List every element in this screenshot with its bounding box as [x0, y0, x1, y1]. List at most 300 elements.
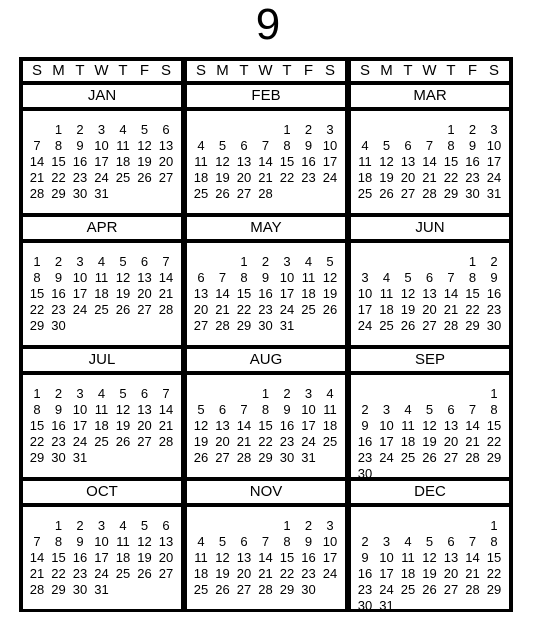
day-cell: 28 [258, 582, 273, 597]
day-cell: 14 [215, 286, 230, 301]
day-cell: 18 [400, 566, 416, 581]
day-cell: 17 [357, 302, 373, 317]
day-cell: 28 [465, 582, 480, 597]
day-cell: 5 [218, 534, 227, 549]
day-cell: 13 [236, 154, 252, 169]
month-days-oct [23, 507, 181, 609]
day-cell: 4 [119, 518, 127, 533]
weekday-label: M [380, 62, 393, 79]
month-name-jul: JUL [23, 349, 181, 371]
day-cell: 10 [301, 402, 316, 417]
day-cell: 24 [379, 450, 394, 465]
day-cell: 5 [425, 534, 434, 549]
day-cell: 12 [115, 402, 131, 417]
day-cell: 15 [51, 550, 66, 565]
day-cell: 1 [468, 254, 477, 269]
day-cell: 12 [137, 138, 152, 153]
day-cell: 11 [116, 534, 130, 549]
day-cell: 7 [33, 534, 41, 549]
day-cell: 7 [468, 534, 477, 549]
day-cell: 9 [54, 270, 63, 285]
day-cell: 20 [137, 418, 152, 433]
weekday-label: T [403, 62, 413, 79]
day-cell: 2 [468, 122, 477, 137]
day-cell: 19 [115, 418, 131, 433]
day-cell: 29 [443, 186, 459, 201]
day-cell: 28 [465, 450, 480, 465]
day-cell: 19 [137, 154, 152, 169]
day-cell: 22 [258, 434, 273, 449]
day-cell: 25 [193, 186, 209, 201]
month-name-oct: OCT [23, 481, 181, 503]
day-cell: 9 [261, 270, 270, 285]
day-cell: 3 [283, 254, 291, 269]
day-cell: 8 [54, 138, 63, 153]
day-cell: 9 [490, 270, 498, 285]
day-cell: 30 [279, 450, 295, 465]
day-cell: 31 [486, 186, 502, 201]
month-days-dec [351, 507, 509, 613]
day-cell: 11 [94, 402, 109, 417]
month-name-jan: JAN [23, 85, 181, 107]
day-cell: 16 [51, 286, 66, 301]
day-cell: 23 [258, 302, 273, 317]
day-cell: 23 [301, 566, 316, 581]
day-cell: 30 [72, 582, 88, 597]
day-cell: 6 [447, 402, 455, 417]
day-cell: 17 [94, 154, 109, 169]
day-cell: 20 [443, 434, 459, 449]
day-cell: 25 [400, 582, 416, 597]
day-cell: 11 [194, 550, 208, 565]
day-cell: 12 [422, 418, 437, 433]
day-cell: 7 [468, 402, 477, 417]
day-cell: 30 [357, 598, 373, 613]
day-cell: 16 [279, 418, 295, 433]
day-cell: 25 [301, 302, 316, 317]
day-cell: 16 [465, 154, 480, 169]
day-cell: 6 [447, 534, 455, 549]
day-cell: 3 [76, 254, 84, 269]
day-cell: 8 [261, 402, 270, 417]
day-cell: 24 [486, 170, 502, 185]
day-cell: 15 [279, 550, 295, 565]
day-cell: 13 [158, 138, 174, 153]
day-cell: 20 [193, 302, 209, 317]
day-cell: 14 [236, 418, 252, 433]
day-cell: 9 [304, 534, 313, 549]
day-cell: 22 [51, 566, 66, 581]
day-cell: 29 [51, 582, 66, 597]
day-cell: 28 [29, 186, 45, 201]
weekday-label: W [422, 62, 437, 79]
day-cell: 27 [443, 450, 459, 465]
day-cell: 27 [193, 318, 209, 333]
day-cell: 16 [51, 418, 66, 433]
day-cell: 7 [425, 138, 434, 153]
day-cell: 7 [162, 254, 170, 269]
day-cell: 14 [29, 550, 45, 565]
day-cell: 25 [115, 566, 131, 581]
day-cell: 28 [258, 186, 273, 201]
day-cell: 17 [72, 286, 88, 301]
day-cell: 25 [400, 450, 416, 465]
day-cell: 9 [361, 550, 369, 565]
day-cell: 28 [29, 582, 45, 597]
day-cell: 19 [137, 550, 152, 565]
day-cell: 2 [76, 122, 84, 137]
day-cell: 31 [301, 450, 316, 465]
day-cell: 23 [465, 170, 480, 185]
day-cell: 18 [193, 170, 209, 185]
day-cell: 26 [215, 186, 230, 201]
day-cell: 27 [422, 318, 437, 333]
day-cell: 29 [29, 318, 45, 333]
day-cell: 8 [490, 534, 498, 549]
day-cell: 8 [33, 270, 41, 285]
calendar-grid [19, 57, 513, 612]
month-name-dec: DEC [351, 481, 509, 503]
day-cell: 27 [443, 582, 459, 597]
weekday-label: S [160, 62, 171, 79]
day-cell: 23 [72, 566, 88, 581]
day-cell: 18 [400, 434, 416, 449]
day-cell: 13 [137, 270, 152, 285]
day-cell: 15 [486, 418, 502, 433]
day-cell: 22 [279, 566, 295, 581]
day-cell: 1 [283, 122, 291, 137]
day-cell: 4 [304, 254, 313, 269]
weekday-label: F [303, 62, 314, 79]
day-cell: 4 [197, 138, 205, 153]
day-cell: 24 [94, 170, 109, 185]
day-cell: 23 [51, 434, 66, 449]
day-cell: 30 [51, 318, 66, 333]
month-days-sep [351, 375, 509, 481]
day-cell: 30 [72, 186, 88, 201]
day-cell: 16 [301, 154, 316, 169]
day-cell: 24 [379, 582, 394, 597]
day-cell: 13 [400, 154, 416, 169]
weekday-header-row [23, 61, 181, 81]
day-cell: 22 [465, 302, 480, 317]
day-cell: 14 [158, 270, 174, 285]
day-cell: 15 [465, 286, 480, 301]
day-cell: 30 [357, 466, 373, 481]
day-cell: 14 [158, 402, 174, 417]
day-cell: 20 [158, 154, 174, 169]
day-cell: 1 [33, 254, 41, 269]
day-cell: 16 [486, 286, 502, 301]
day-cell: 1 [33, 386, 41, 401]
day-cell: 4 [97, 386, 106, 401]
day-cell: 1 [240, 254, 248, 269]
day-cell: 8 [447, 138, 455, 153]
month-name-jun: JUN [351, 217, 509, 239]
day-cell: 4 [197, 534, 205, 549]
day-cell: 15 [236, 286, 252, 301]
day-cell: 5 [119, 254, 127, 269]
day-cell: 3 [76, 386, 84, 401]
day-cell: 22 [29, 434, 45, 449]
month-name-nov: NOV [187, 481, 345, 503]
day-cell: 26 [115, 302, 131, 317]
day-cell: 2 [261, 254, 270, 269]
day-cell: 10 [94, 534, 109, 549]
day-cell: 23 [357, 582, 373, 597]
day-cell: 3 [304, 386, 313, 401]
day-cell: 30 [51, 450, 66, 465]
day-cell: 13 [422, 286, 437, 301]
day-cell: 14 [465, 550, 480, 565]
day-cell: 4 [404, 402, 412, 417]
day-cell: 25 [94, 434, 109, 449]
day-cell: 17 [379, 434, 394, 449]
month-days-nov [187, 507, 345, 609]
day-cell: 21 [158, 418, 174, 433]
day-cell: 20 [137, 286, 152, 301]
day-cell: 2 [76, 518, 84, 533]
day-cell: 28 [158, 302, 174, 317]
day-cell: 5 [140, 122, 149, 137]
day-cell: 8 [33, 402, 41, 417]
day-cell: 13 [137, 402, 152, 417]
day-cell: 12 [215, 550, 230, 565]
day-cell: 16 [357, 434, 373, 449]
day-cell: 27 [137, 434, 152, 449]
day-cell: 5 [326, 254, 334, 269]
day-cell: 1 [490, 386, 498, 401]
weekday-label: M [52, 62, 65, 79]
day-cell: 8 [468, 270, 477, 285]
day-cell: 24 [357, 318, 373, 333]
day-cell: 24 [322, 170, 338, 185]
day-cell: 29 [465, 318, 480, 333]
day-cell: 27 [236, 186, 252, 201]
month-days-feb [187, 111, 345, 213]
day-cell: 25 [94, 302, 109, 317]
day-cell: 16 [72, 154, 88, 169]
weekday-label: M [216, 62, 229, 79]
month-days-jun [351, 243, 509, 345]
day-cell: 15 [51, 154, 66, 169]
day-cell: 11 [301, 270, 316, 285]
day-cell: 9 [304, 138, 313, 153]
day-cell: 25 [115, 170, 131, 185]
day-cell: 5 [218, 138, 227, 153]
day-cell: 17 [279, 286, 295, 301]
day-cell: 10 [322, 534, 338, 549]
day-cell: 13 [443, 550, 459, 565]
day-cell: 26 [193, 450, 209, 465]
day-cell: 9 [468, 138, 477, 153]
day-cell: 14 [465, 418, 480, 433]
month-name-aug: AUG [187, 349, 345, 371]
day-cell: 5 [425, 402, 434, 417]
day-cell: 10 [72, 402, 88, 417]
day-cell: 30 [465, 186, 480, 201]
month-days-jan [23, 111, 181, 213]
day-cell: 10 [94, 138, 109, 153]
day-cell: 12 [400, 286, 416, 301]
day-cell: 4 [361, 138, 369, 153]
day-cell: 15 [258, 418, 273, 433]
day-cell: 22 [51, 170, 66, 185]
weekday-label: S [359, 62, 370, 79]
month-days-jul [23, 375, 181, 477]
day-cell: 15 [443, 154, 459, 169]
weekday-label: S [324, 62, 335, 79]
day-cell: 21 [465, 434, 480, 449]
day-cell: 23 [357, 450, 373, 465]
day-cell: 10 [357, 286, 373, 301]
day-cell: 3 [97, 518, 106, 533]
day-cell: 7 [447, 270, 455, 285]
day-cell: 18 [115, 550, 131, 565]
month-name-sep: SEP [351, 349, 509, 371]
weekday-header-row [187, 61, 345, 81]
day-cell: 29 [51, 186, 66, 201]
weekday-label: S [31, 62, 42, 79]
day-cell: 15 [29, 286, 45, 301]
day-cell: 8 [283, 138, 291, 153]
weekday-label: F [139, 62, 150, 79]
day-cell: 8 [490, 402, 498, 417]
day-cell: 26 [400, 318, 416, 333]
day-cell: 20 [443, 566, 459, 581]
day-cell: 26 [422, 582, 437, 597]
day-cell: 2 [54, 386, 63, 401]
day-cell: 6 [162, 122, 170, 137]
weekday-label: S [195, 62, 206, 79]
day-cell: 19 [193, 434, 209, 449]
day-cell: 26 [322, 302, 338, 317]
day-cell: 3 [382, 534, 391, 549]
day-cell: 25 [357, 186, 373, 201]
day-cell: 4 [326, 386, 334, 401]
day-cell: 1 [447, 122, 455, 137]
day-cell: 7 [240, 402, 248, 417]
day-cell: 14 [443, 286, 459, 301]
day-cell: 19 [215, 170, 230, 185]
day-cell: 18 [94, 286, 109, 301]
day-cell: 13 [236, 550, 252, 565]
day-cell: 9 [76, 534, 84, 549]
day-cell: 23 [51, 302, 66, 317]
day-cell: 26 [137, 170, 152, 185]
day-cell: 6 [425, 270, 434, 285]
day-cell: 2 [54, 254, 63, 269]
day-cell: 31 [94, 186, 109, 201]
day-cell: 10 [379, 550, 394, 565]
day-cell: 8 [54, 534, 63, 549]
day-cell: 18 [301, 286, 316, 301]
weekday-label: W [258, 62, 273, 79]
weekday-label: T [118, 62, 128, 79]
day-cell: 19 [322, 286, 338, 301]
day-cell: 10 [322, 138, 338, 153]
day-cell: 8 [283, 534, 291, 549]
day-cell: 18 [379, 302, 394, 317]
day-cell: 29 [486, 582, 502, 597]
weekday-label: F [467, 62, 478, 79]
day-cell: 10 [379, 418, 394, 433]
day-cell: 25 [193, 582, 209, 597]
day-cell: 4 [404, 534, 412, 549]
day-cell: 14 [29, 154, 45, 169]
day-cell: 17 [322, 550, 338, 565]
day-cell: 19 [215, 566, 230, 581]
weekday-label: T [75, 62, 85, 79]
day-cell: 17 [379, 566, 394, 581]
day-cell: 24 [301, 434, 316, 449]
day-cell: 2 [490, 254, 498, 269]
day-cell: 6 [240, 138, 248, 153]
day-cell: 31 [279, 318, 295, 333]
day-cell: 3 [490, 122, 498, 137]
day-cell: 6 [140, 254, 149, 269]
day-cell: 29 [236, 318, 252, 333]
day-cell: 20 [422, 302, 437, 317]
day-cell: 21 [215, 302, 230, 317]
day-cell: 4 [119, 122, 127, 137]
day-cell: 21 [422, 170, 437, 185]
weekday-label: W [94, 62, 109, 79]
day-cell: 26 [422, 450, 437, 465]
day-cell: 5 [382, 138, 391, 153]
day-cell: 1 [283, 518, 291, 533]
day-cell: 5 [404, 270, 412, 285]
day-cell: 11 [401, 418, 415, 433]
day-cell: 14 [258, 154, 273, 169]
day-cell: 7 [261, 138, 270, 153]
day-cell: 21 [29, 566, 45, 581]
day-cell: 5 [197, 402, 205, 417]
day-cell: 1 [54, 518, 63, 533]
month-name-may: MAY [187, 217, 345, 239]
day-cell: 5 [119, 386, 127, 401]
day-cell: 24 [279, 302, 295, 317]
day-cell: 15 [486, 550, 502, 565]
day-cell: 3 [361, 270, 369, 285]
day-cell: 28 [422, 186, 437, 201]
day-cell: 11 [94, 270, 109, 285]
day-cell: 22 [279, 170, 295, 185]
day-cell: 12 [193, 418, 209, 433]
day-cell: 7 [218, 270, 227, 285]
day-cell: 26 [215, 582, 230, 597]
day-cell: 12 [322, 270, 338, 285]
day-cell: 24 [94, 566, 109, 581]
day-cell: 3 [326, 122, 334, 137]
day-cell: 19 [379, 170, 394, 185]
day-cell: 16 [301, 550, 316, 565]
day-cell: 7 [261, 534, 270, 549]
day-cell: 15 [279, 154, 295, 169]
month-name-apr: APR [23, 217, 181, 239]
day-cell: 27 [400, 186, 416, 201]
day-cell: 4 [97, 254, 106, 269]
day-cell: 16 [72, 550, 88, 565]
day-cell: 22 [486, 566, 502, 581]
day-cell: 19 [400, 302, 416, 317]
day-cell: 20 [215, 434, 230, 449]
day-cell: 29 [279, 582, 295, 597]
day-cell: 10 [279, 270, 295, 285]
day-cell: 21 [29, 170, 45, 185]
day-cell: 18 [193, 566, 209, 581]
day-cell: 29 [258, 450, 273, 465]
